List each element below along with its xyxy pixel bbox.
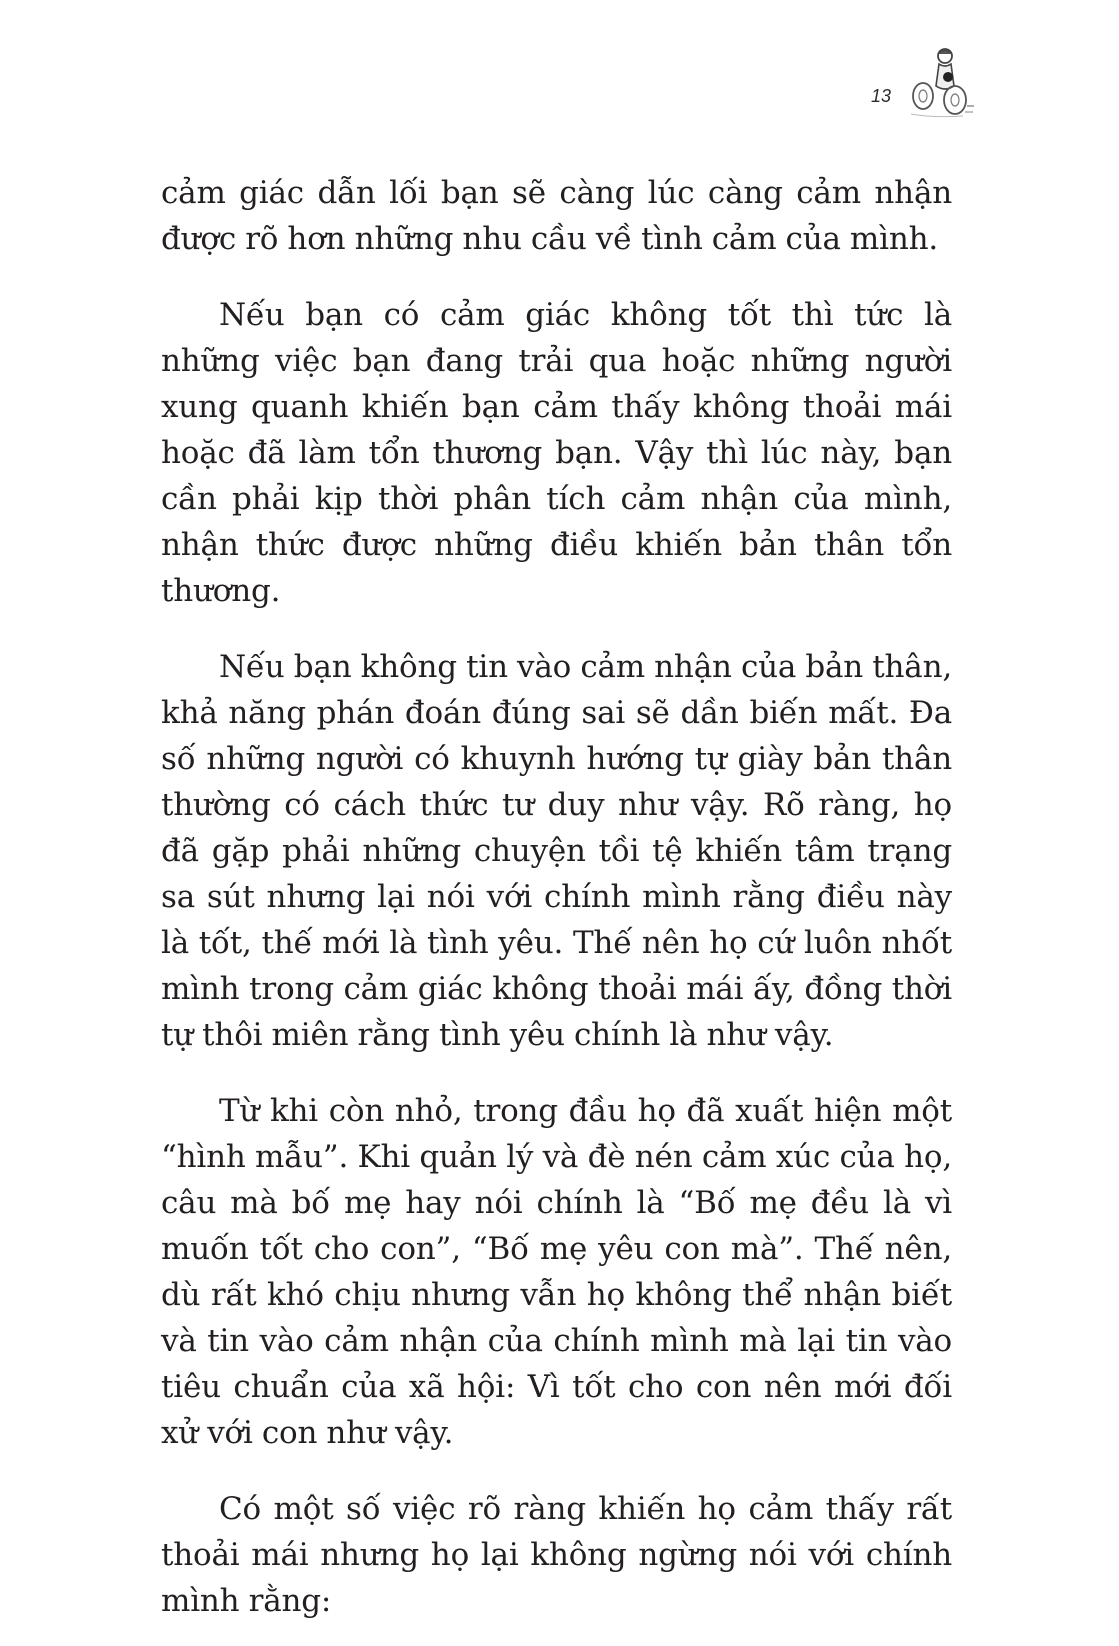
page-number: 13 xyxy=(871,86,892,106)
paragraph: Từ khi còn nhỏ, trong đầu họ đã xuất hiện một “hình mẫu”. Khi quản lý và đè nén cảm xúc của họ, câu mà bố mẹ hay nói chính là “Bố mẹ đều là vì muốn tốt cho con”, “Bố mẹ yêu con mà”. Thế nên, dù rất khó chịu nhưng vẫn họ không thể nhận biết và tin vào cảm nhận của chính mình mà lại tin vào tiêu chuẩn của xã hội: Vì tốt cho con nên mới đối xử với con như vậy. xyxy=(161,1093,952,1451)
paragraph: cảm giác dẫn lối bạn sẽ càng lúc càng cảm nhận được rõ hơn những nhu cầu về tình cảm của mình. xyxy=(161,175,952,257)
paragraph: Nếu bạn không tin vào cảm nhận của bản thân, khả năng phán đoán đúng sai sẽ dần biến mất. Đa số những người có khuynh hướng tự giày bản thân thường có cách thức tư duy như vậy. Rõ ràng, họ đã gặp phải những chuyện tồi tệ khiến tâm trạng sa sút nhưng lại nói với chính mình rằng điều này là tốt, thế mới là tình yêu. Thế nên họ cứ luôn nhốt mình trong cảm giác không thoải mái ấy, đồng thời tự thôi miên rằng tình yêu chính là như vậy. xyxy=(161,649,952,1053)
page-header xyxy=(871,38,981,118)
cartoon-figure-icon xyxy=(903,44,975,120)
page-body xyxy=(161,170,952,1624)
paragraph: Nếu bạn có cảm giác không tốt thì tức là những việc bạn đang trải qua hoặc những người xung quanh khiến bạn cảm thấy không thoải mái hoặc đã làm tổn thương bạn. Vậy thì lúc này, bạn cần phải kịp thời phân tích cảm nhận của mình, nhận thức được những điều khiến bản thân tổn thương. xyxy=(161,297,952,609)
paragraph: Có một số việc rõ ràng khiến họ cảm thấy rất thoải mái nhưng họ lại không ngừng nói với chính mình rằng: xyxy=(161,1491,952,1619)
